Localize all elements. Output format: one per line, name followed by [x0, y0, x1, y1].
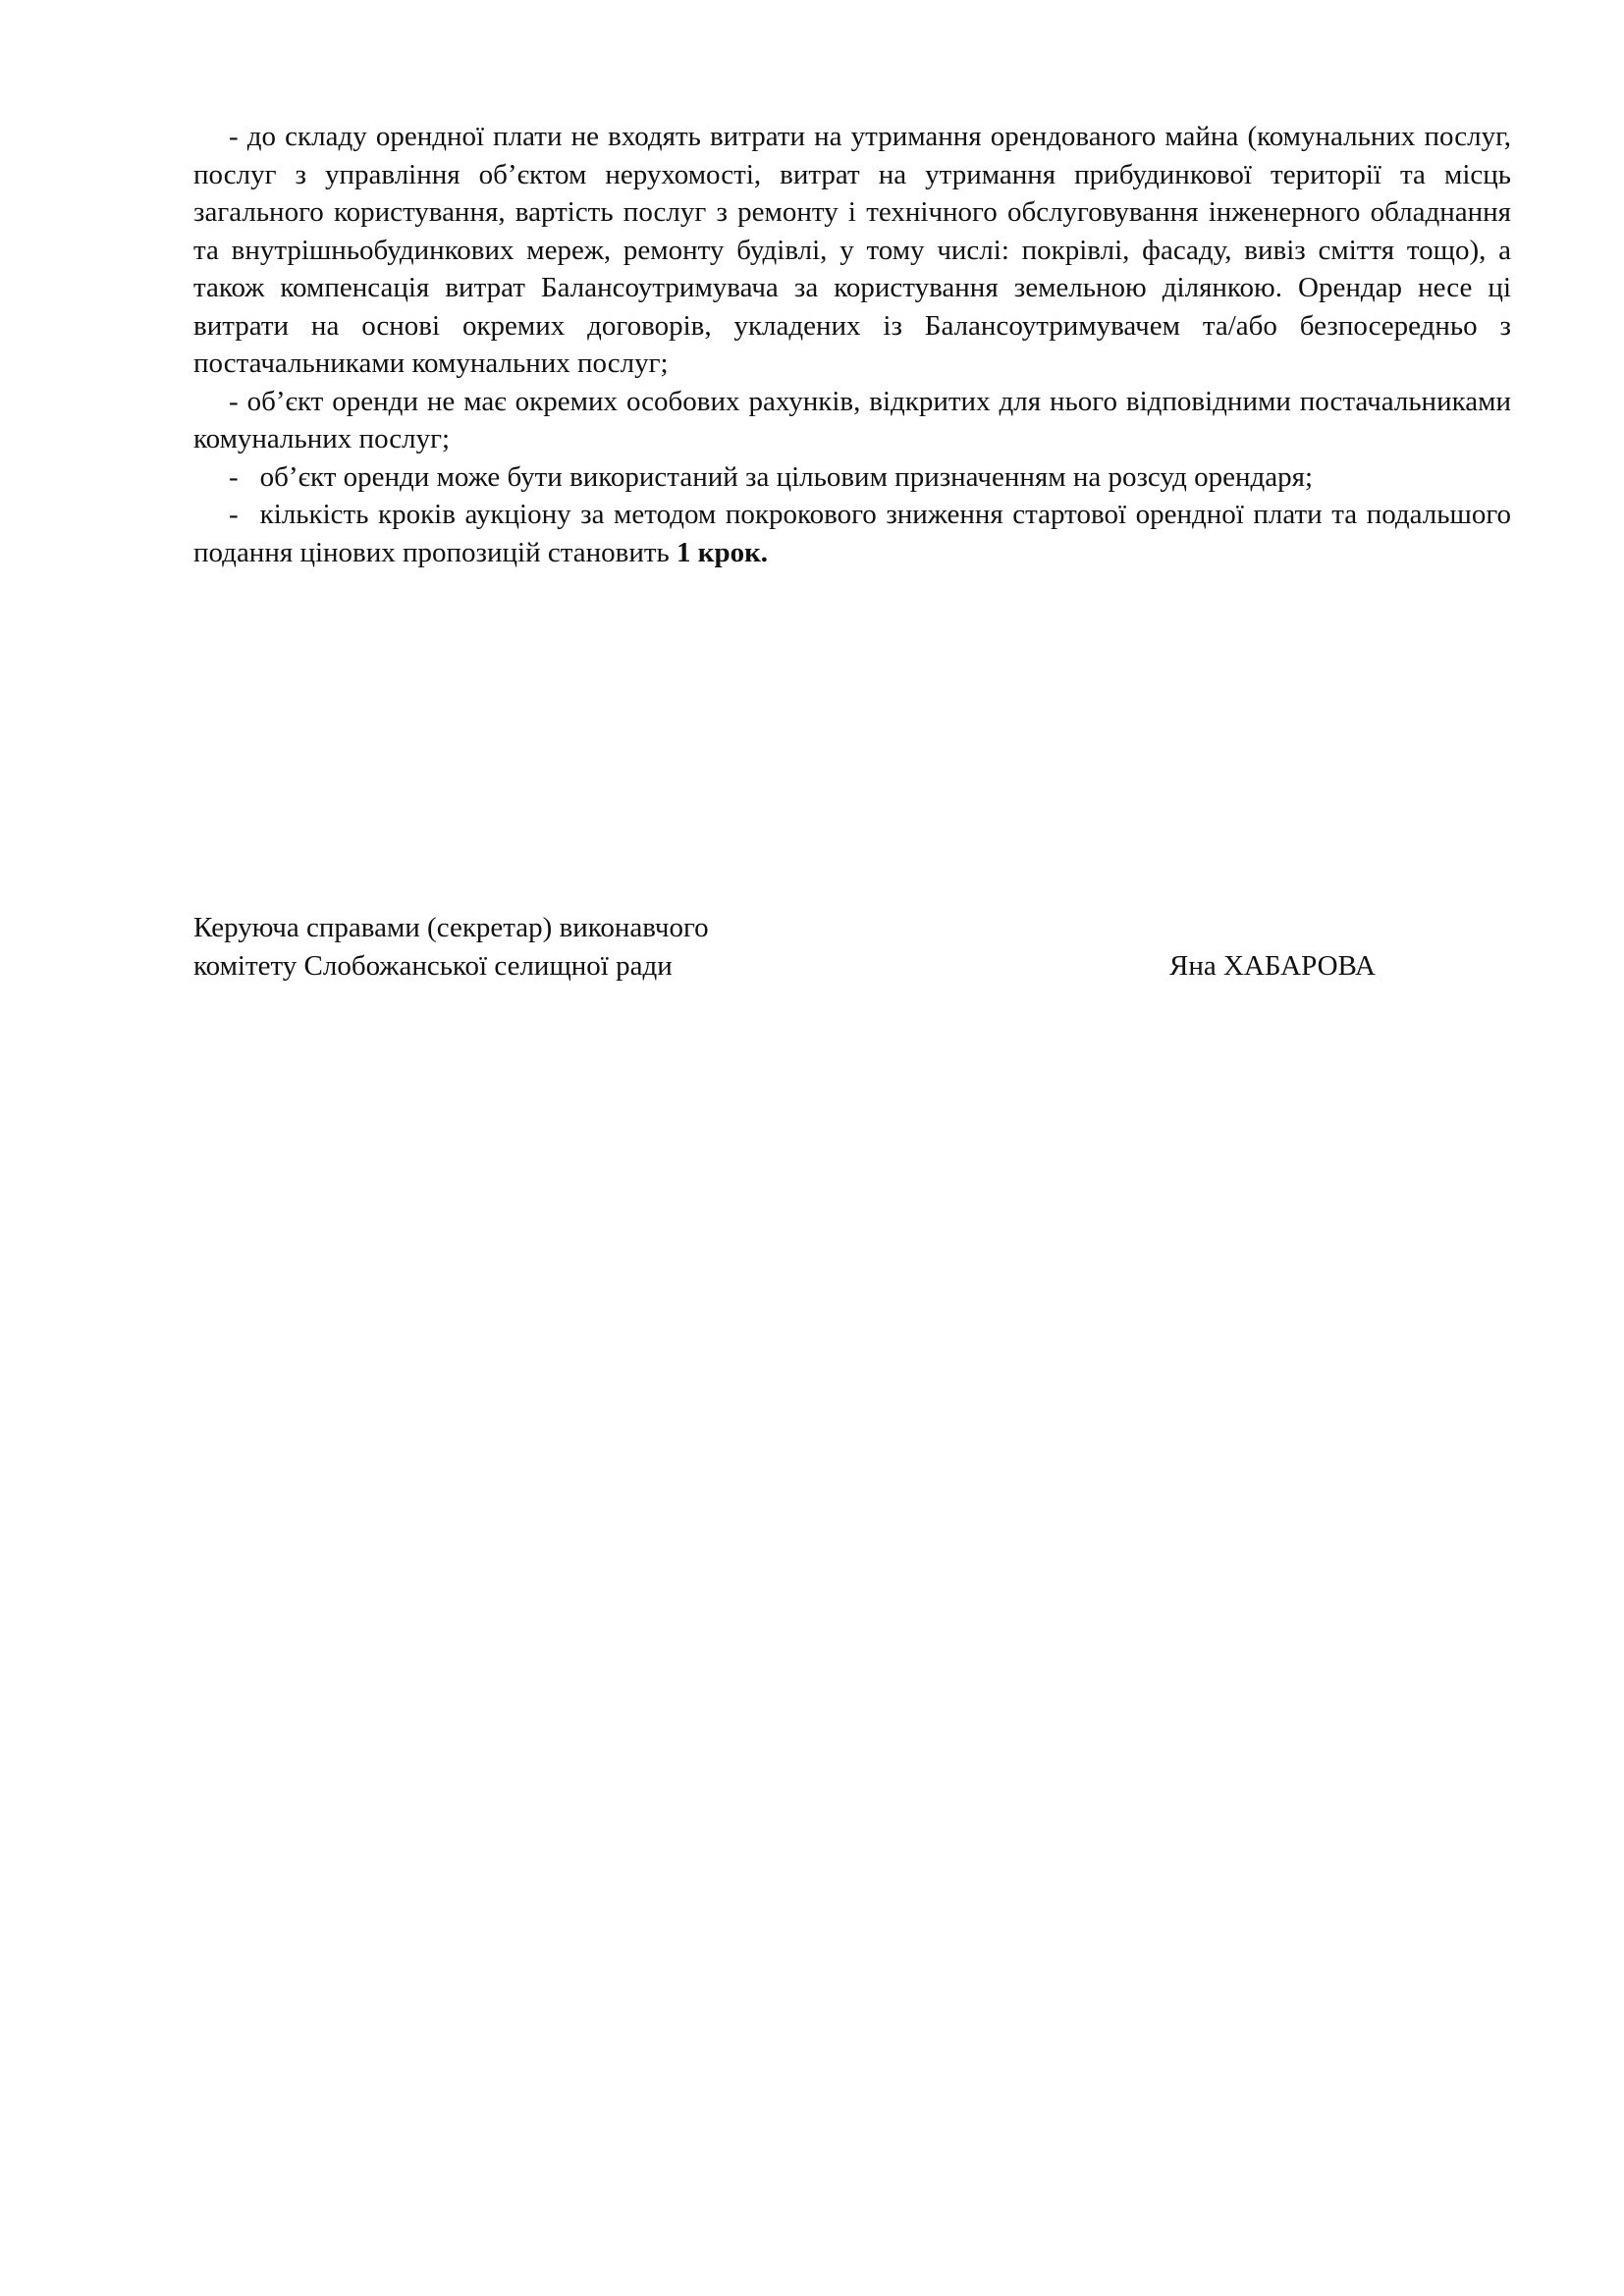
signatory-position-line-1: Керуюча справами (секретар) виконавчого	[193, 912, 709, 943]
condition-paragraph-auction-steps	[193, 496, 1511, 571]
paragraph-text: об’єкт оренди не має окремих особових рахунків, відкритих для нього відповідними постачальниками комунальних послуг;	[193, 385, 1511, 454]
list-dash: -	[229, 121, 247, 152]
auction-step-count: 1 крок.	[677, 536, 769, 568]
list-dash: -	[229, 460, 239, 493]
paragraph-text: кількість кроків аукціону за методом покрокового зниження стартової орендної плати та подальшого подання цінових пропозицій становить	[193, 499, 1511, 568]
conditions-list	[193, 118, 1511, 571]
signatory-name: Яна ХАБАРОВА	[1169, 949, 1376, 982]
signature-block	[193, 909, 1421, 985]
list-dash: -	[229, 499, 239, 530]
condition-paragraph-purpose	[193, 458, 1511, 497]
signatory-position-line-2: комітету Слобожанської селищної ради	[193, 949, 673, 982]
signature-row-2	[193, 947, 1421, 986]
condition-paragraph-accounts	[193, 383, 1511, 458]
list-dash: -	[229, 385, 247, 417]
condition-paragraph-utilities	[193, 118, 1511, 383]
signature-row-1	[193, 909, 1421, 947]
paragraph-text: до складу орендної плати не входять витрати на утримання орендованого майна (комунальних послуг, послуг з управління об’єктом нерухомості, витрат на утримання прибудинкової території та місць загального користування, вартість послуг з ремонту і технічного обслуговування інженерного обладнання та внутрішньобудинкових мереж, ремонту будівлі, у тому числі: покрівлі, фасаду, вивіз сміття тощо), а також компенсація витрат Балансоутримувача за користування земельною ділянкою. Орендар несе ці витрати на основі окремих договорів, укладених із Балансоутримувачем та/або безпосередньо з постачальниками комунальних послуг;	[193, 121, 1511, 379]
paragraph-text: об’єкт оренди може бути використаний за цільовим призначенням на розсуд орендаря;	[259, 460, 1314, 493]
